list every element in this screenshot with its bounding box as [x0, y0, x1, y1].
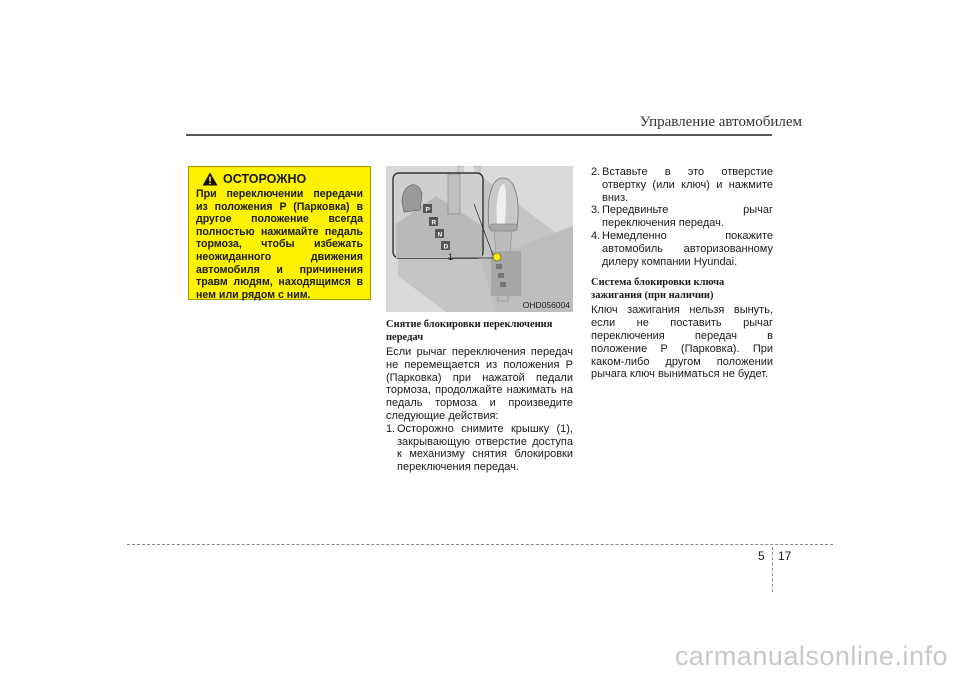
svg-text:N: N	[437, 231, 443, 239]
page-number-divider	[772, 547, 773, 592]
section-number: 5	[758, 549, 765, 563]
list-item	[591, 166, 773, 204]
step-number: 2.	[591, 166, 601, 178]
svg-text:D: D	[443, 243, 449, 251]
svg-text:P: P	[425, 206, 430, 214]
warning-heading	[202, 172, 363, 186]
footer-rule	[127, 544, 833, 545]
shift-lock-intro: Если рычаг переключения передач не перемещается из положения P (Парковка) при нажатой педали тормоза, продолжайте нажимать на педаль тормоза и произведите следующие действия:	[386, 346, 573, 422]
key-interlock-text: Ключ зажигания нельзя вынуть, если не поставить рычаг переключения передач в положение P (Парковка). При каком-либо другом положении рычага ключ выниматься не будет.	[591, 304, 773, 381]
figure-code: OHD056004	[522, 300, 570, 310]
gear-shift-drawing	[386, 166, 573, 312]
warning-text: При переключении передачи из положения P (Парковка) в другое положение всегда полностью нажимайте педаль тормоза, чтобы избежать неожиданного движения автомобиля и причинения травм людям, находящимся в нем или рядом с ним.	[196, 188, 363, 301]
watermark: carmanualsonline.info	[674, 641, 948, 671]
list-item	[386, 423, 573, 474]
step-text: Передвиньте рычаг переключения передач.	[602, 204, 773, 230]
section-heading-shift-lock: Снятие блокировки переключения передач	[386, 319, 553, 343]
step-text: Вставьте в это отверстие отвертку (или ключ) и нажмите вниз.	[602, 166, 773, 204]
warning-box	[188, 166, 371, 300]
shift-lock-release-section	[386, 319, 573, 474]
step-number: 3.	[591, 204, 601, 217]
callout-number: 1	[448, 252, 454, 262]
warning-title: ОСТОРОЖНО	[223, 172, 307, 186]
list-item	[591, 230, 773, 268]
section-heading-key-interlock: Система блокировки ключа зажигания (при наличии)	[591, 277, 725, 301]
step-text: Осторожно снимите крышку (1), закрывающую отверстие доступа к механизму снятия блокировки переключения передач.	[397, 422, 573, 474]
shift-lock-steps	[386, 423, 573, 474]
step-number: 1.	[386, 422, 396, 435]
header-rule	[186, 134, 772, 136]
right-column	[591, 166, 773, 381]
gear-shift-illustration	[386, 166, 573, 312]
step-number: 4.	[591, 229, 601, 242]
list-item	[591, 204, 773, 230]
page-number: 17	[778, 549, 792, 563]
svg-text:R: R	[431, 219, 437, 227]
page-header-title: Управление автомобилем	[639, 114, 802, 130]
warning-triangle-icon	[202, 172, 218, 186]
step-text: Немедленно покажите автомобиль авторизованному дилеру компании Hyundai.	[602, 229, 773, 268]
shift-lock-steps-continued	[591, 166, 773, 268]
